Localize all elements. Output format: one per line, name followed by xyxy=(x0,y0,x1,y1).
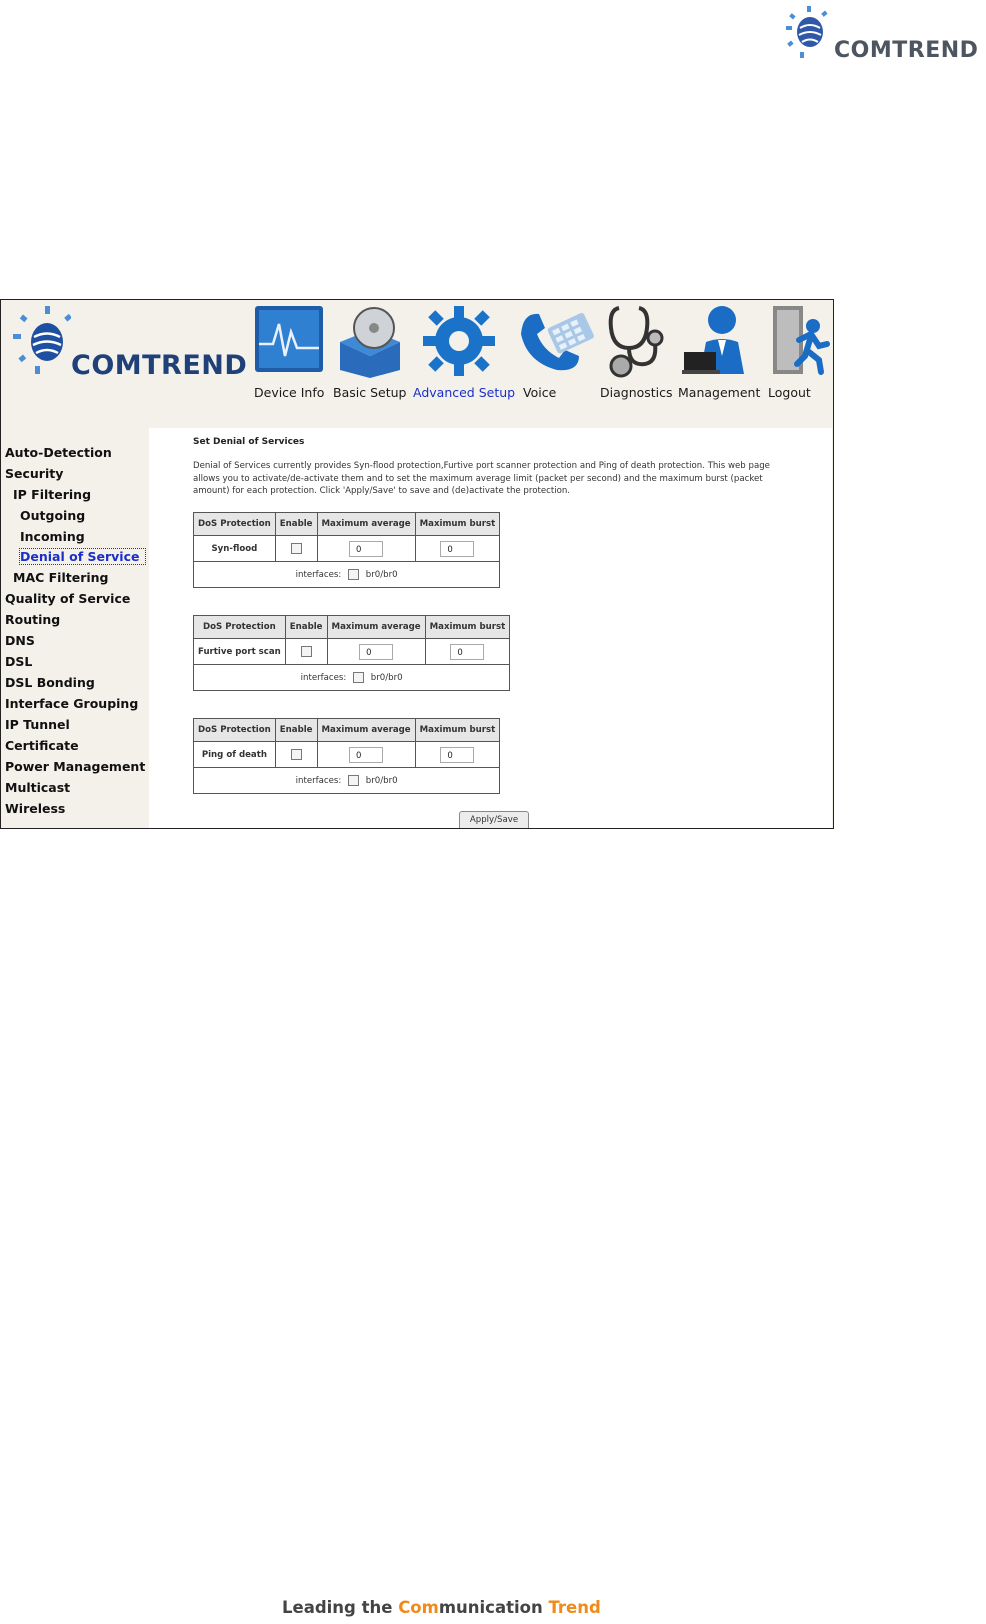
sidebar-item-interface-grouping[interactable]: Interface Grouping xyxy=(5,696,139,711)
interfaces-label: interfaces: xyxy=(295,570,342,580)
sidebar-item-ip-filtering[interactable]: IP Filtering xyxy=(13,487,92,502)
tagline-part: munication xyxy=(438,1598,549,1617)
dos-table-syn-flood xyxy=(193,512,500,588)
disc-box-icon[interactable] xyxy=(334,304,406,378)
footer-tagline xyxy=(282,1598,601,1617)
sidebar-item-quality-of-service[interactable]: Quality of Service xyxy=(5,591,131,606)
content-panel xyxy=(149,428,832,829)
page-description: Denial of Services currently provides Syn-flood protection,Furtive port scanner protection and Ping of death protection. This web page allows you to activate/de-activate them and to set the maximum average limit (packet per second) and the maximum burst (packet amount) for each protection. Click 'Apply/Save' to save and (de)activate the protection. xyxy=(193,461,770,496)
enable-checkbox[interactable] xyxy=(291,543,302,554)
col-header-enable: Enable xyxy=(285,616,327,639)
sidebar-item-denial-of-service[interactable]: Denial of Service xyxy=(20,549,145,564)
max-average-input[interactable]: 0 xyxy=(349,747,383,763)
sidebar-item-ip-tunnel[interactable]: IP Tunnel xyxy=(5,717,70,732)
sidebar-item-dsl[interactable]: DSL xyxy=(5,654,33,669)
protection-name: Syn-flood xyxy=(194,536,276,562)
max-average-input[interactable]: 0 xyxy=(359,644,393,660)
page-title: Set Denial of Services xyxy=(193,437,305,447)
sidebar-menu xyxy=(1,428,149,829)
top-banner xyxy=(1,300,832,428)
tagline-part: Trend xyxy=(548,1598,601,1617)
sidebar-item-security[interactable]: Security xyxy=(5,466,64,481)
router-logo xyxy=(9,304,249,384)
col-header-maximum-burst: Maximum burst xyxy=(425,616,510,639)
interface-name: br0/br0 xyxy=(370,673,403,683)
enable-checkbox[interactable] xyxy=(291,749,302,760)
comtrend-wordmark: COMTREND xyxy=(71,350,248,381)
comtrend-globe-icon xyxy=(778,2,834,66)
sidebar-item-multicast[interactable]: Multicast xyxy=(5,780,71,795)
sidebar-item-power-management[interactable]: Power Management xyxy=(5,759,146,774)
col-header-dos-protection: DoS Protection xyxy=(194,616,286,639)
sidebar-item-routing[interactable]: Routing xyxy=(5,612,61,627)
col-header-enable: Enable xyxy=(275,513,317,536)
nav-device-info[interactable]: Device Info xyxy=(254,385,325,400)
comtrend-globe-icon xyxy=(9,304,71,384)
col-header-dos-protection: DoS Protection xyxy=(194,513,276,536)
comtrend-logo xyxy=(778,2,986,66)
gear-icon[interactable] xyxy=(421,304,497,378)
protection-name: Furtive port scan xyxy=(194,639,286,665)
col-header-maximum-average: Maximum average xyxy=(317,719,415,742)
interfaces-label: interfaces: xyxy=(300,673,347,683)
protection-name: Ping of death xyxy=(194,742,276,768)
sidebar-item-auto-detection[interactable]: Auto-Detection xyxy=(5,445,112,460)
interface-checkbox[interactable] xyxy=(348,775,359,786)
nav-basic-setup[interactable]: Basic Setup xyxy=(333,385,407,400)
interface-checkbox[interactable] xyxy=(353,672,364,683)
enable-checkbox[interactable] xyxy=(301,646,312,657)
nav-advanced-setup[interactable]: Advanced Setup xyxy=(413,385,516,400)
col-header-dos-protection: DoS Protection xyxy=(194,719,276,742)
col-header-maximum-burst: Maximum burst xyxy=(415,513,500,536)
user-laptop-icon[interactable] xyxy=(682,304,752,378)
sidebar-item-wireless[interactable]: Wireless xyxy=(5,801,66,816)
max-burst-input[interactable]: 0 xyxy=(440,541,474,557)
interfaces-label: interfaces: xyxy=(295,776,342,786)
col-header-maximum-average: Maximum average xyxy=(327,616,425,639)
interface-name: br0/br0 xyxy=(365,776,398,786)
nav-voice[interactable]: Voice xyxy=(523,385,557,400)
monitor-chart-icon[interactable] xyxy=(253,304,325,378)
sidebar-item-outgoing[interactable]: Outgoing xyxy=(20,508,86,523)
nav-management[interactable]: Management xyxy=(678,385,761,400)
max-average-input[interactable]: 0 xyxy=(349,541,383,557)
dos-table-furtive-port-scan xyxy=(193,615,510,691)
apply-save-button[interactable]: Apply/Save xyxy=(459,811,529,829)
tagline-part: Com xyxy=(398,1598,439,1617)
sidebar-item-certificate[interactable]: Certificate xyxy=(5,738,79,753)
sidebar-item-dsl-bonding[interactable]: DSL Bonding xyxy=(5,675,95,690)
exit-door-icon[interactable] xyxy=(769,304,831,378)
max-burst-input[interactable]: 0 xyxy=(440,747,474,763)
col-header-enable: Enable xyxy=(275,719,317,742)
nav-diagnostics[interactable]: Diagnostics xyxy=(600,385,673,400)
comtrend-wordmark: COMTREND xyxy=(834,38,979,63)
col-header-maximum-average: Maximum average xyxy=(317,513,415,536)
sidebar-item-incoming[interactable]: Incoming xyxy=(20,529,85,544)
sidebar-item-mac-filtering[interactable]: MAC Filtering xyxy=(13,570,109,585)
nav-logout[interactable]: Logout xyxy=(768,385,811,400)
stethoscope-icon[interactable] xyxy=(605,304,667,378)
sidebar-item-dns[interactable]: DNS xyxy=(5,633,35,648)
interface-name: br0/br0 xyxy=(365,570,398,580)
router-ui-window xyxy=(0,299,834,829)
max-burst-input[interactable]: 0 xyxy=(450,644,484,660)
tagline-part: Leading the xyxy=(282,1598,399,1617)
dos-table-ping-of-death xyxy=(193,718,500,794)
interface-checkbox[interactable] xyxy=(348,569,359,580)
col-header-maximum-burst: Maximum burst xyxy=(415,719,500,742)
phone-keypad-icon[interactable] xyxy=(517,304,595,378)
